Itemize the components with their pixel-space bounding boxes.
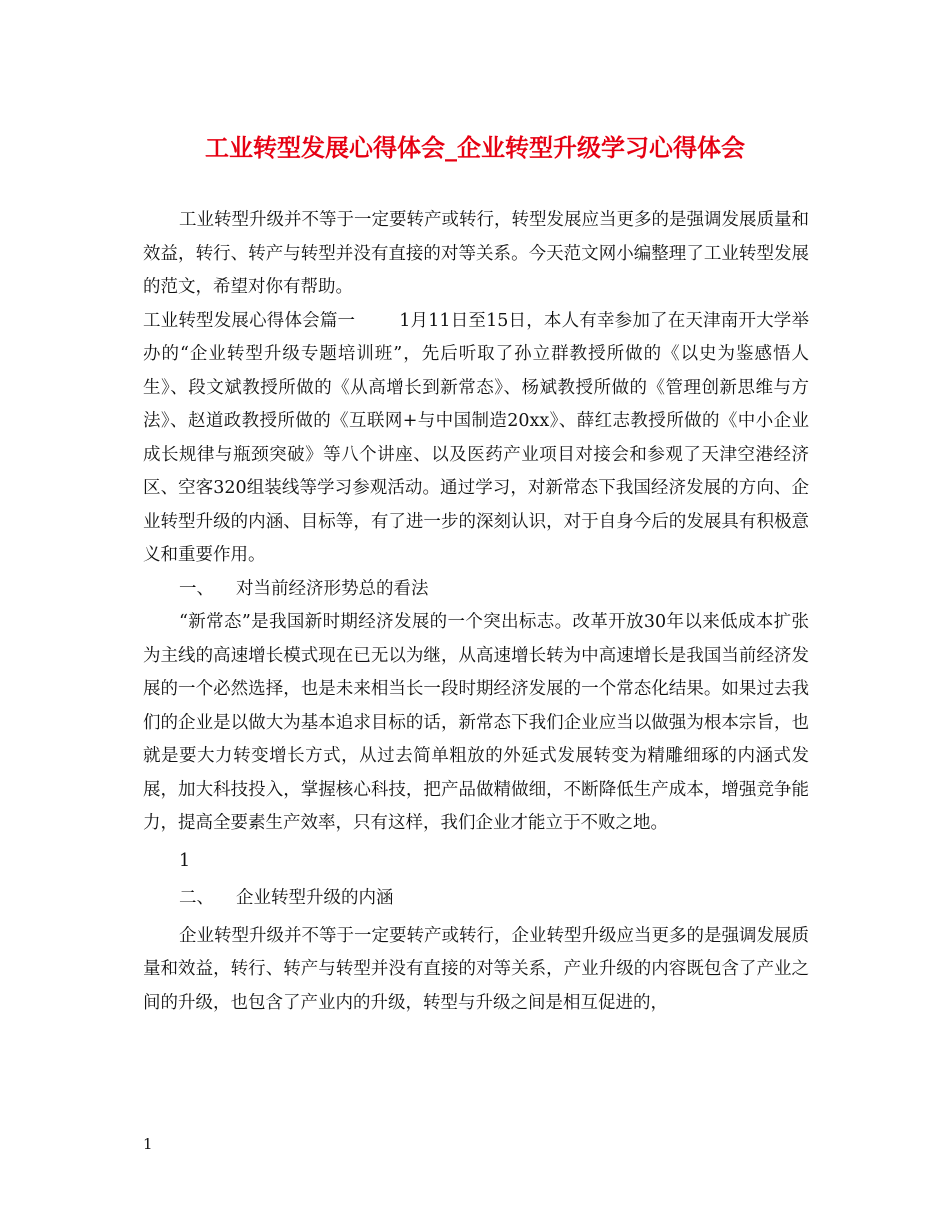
- inline-page-number: 1: [179, 850, 191, 871]
- document-title: 工业转型发展心得体会_企业转型升级学习心得体会: [205, 133, 745, 162]
- section1-paragraph: “新常态”是我国新时期经济发展的一个突出标志。改革开放30年以来低成本扩张为主线的高速增长模式现在已无以为继，从高速增长转为中高速增长是我国当前经济发展的一个必然选择，也是未来相当长一段时期经济发展的一个常态化结果。如果过去我们的企业是以做大为基本追求目标的话，新常态下我们企业应当以做强为根本宗旨，也就是要大力转变增长方式，从过去简单粗放的外延式发展转变为精雕细琢的内涵式发展，加大科技投入，掌握核心科技，把产品做精做细，不断降低生产成本，增强竞争能力，提高全要素生产效率，只有这样，我们企业才能立于不败之地。: [143, 612, 809, 833]
- part1-text: 1月11日至15日，本人有幸参加了在天津南开大学举办的“企业转型升级专题培训班”，先后听取了孙立群教授所做的《以史为鉴感悟人生》、段文斌教授所做的《从高增长到新常态》、杨斌教授所做的《管理创新思维与方法》、赵道政教授所做的《互联网+与中国制造20xx》、薛红志教授所做的《中小企业成长规律与瓶颈突破》等八个讲座、以及医药产业项目对接会和参观了天津空港经济区、空客320组装线等学习参观活动。通过学习，对新常态下我国经济发展的方向、企业转型升级的内涵、目标等，有了进一步的深刻认识，对于自身今后的发展具有积极意义和重要作用。: [143, 310, 809, 565]
- section2-paragraph: 企业转型升级并不等于一定要转产或转行，企业转型升级应当更多的是强调发展质量和效益，转行、转产与转型并没有直接的对等关系，产业升级的内容既包含了产业之间的升级，也包含了产业内的升级，转型与升级之间是相互促进的，: [143, 925, 809, 1013]
- heading1-number: 一、: [179, 578, 214, 599]
- section-heading-2: [143, 882, 809, 916]
- intro-paragraph: 工业转型升级并不等于一定要转产或转行，转型发展应当更多的是强调发展质量和效益，转行、转产与转型并没有直接的对等关系。今天范文网小编整理了工业转型发展的范文，希望对你有帮助。: [143, 210, 809, 297]
- heading1-text: 对当前经济形势总的看法: [236, 578, 429, 599]
- footer-page-number: 1: [143, 1135, 153, 1153]
- heading2-number: 二、: [179, 888, 214, 908]
- part1-label: 工业转型发展心得体会篇一: [143, 310, 356, 331]
- document-body: [143, 204, 809, 1020]
- section-heading-1: [143, 573, 809, 607]
- heading2-text: 企业转型升级的内涵: [236, 888, 394, 908]
- part1-paragraph: [143, 305, 809, 573]
